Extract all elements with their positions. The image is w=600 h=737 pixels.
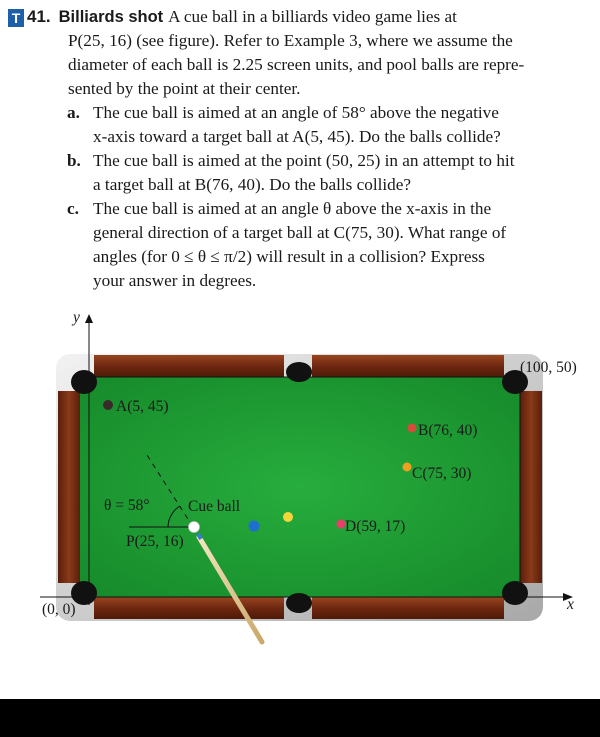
billiards-table-drawing xyxy=(0,305,600,650)
part-a-line-1: The cue ball is aimed at an angle of 58° above the negative xyxy=(93,103,499,122)
part-c-line-4: your answer in degrees. xyxy=(93,271,257,290)
x-axis-label: x xyxy=(567,596,574,613)
pocket-bottom-middle xyxy=(286,593,312,613)
y-axis-arrow xyxy=(85,314,93,323)
part-c-label: c. xyxy=(67,199,79,218)
ball-blue xyxy=(249,521,260,532)
problem-title: Billiards shot xyxy=(58,8,164,26)
technology-badge: T xyxy=(8,9,24,27)
y-axis-label: y xyxy=(73,309,80,326)
origin-label: (0, 0) xyxy=(42,601,76,618)
problem-number: 41. xyxy=(27,7,51,26)
billiards-figure xyxy=(0,305,600,650)
intro-line-3: diameter of each ball is 2.25 screen units, and pool balls are repre- xyxy=(68,55,525,74)
bottom-black-bar xyxy=(0,699,600,737)
pocket-top-middle xyxy=(286,362,312,382)
ball-c xyxy=(403,463,412,472)
intro-line-1: A cue ball in a billiards video game lies at xyxy=(168,7,457,26)
point-b-label: B(76, 40) xyxy=(418,422,478,439)
part-a xyxy=(8,101,594,149)
cue-ball xyxy=(189,522,200,533)
corner-label: (100, 50) xyxy=(520,359,577,376)
pocket-bottom-right xyxy=(502,581,528,605)
ball-a xyxy=(103,400,113,410)
cue-ball-label: Cue ball xyxy=(188,498,241,515)
part-b-line-2: a target ball at B(76, 40). Do the balls collide? xyxy=(93,175,412,194)
pocket-top-left xyxy=(71,370,97,394)
ball-b xyxy=(408,424,417,433)
part-b xyxy=(8,149,594,197)
part-c-line-3: angles (for 0 ≤ θ ≤ π/2) will result in a collision? Express xyxy=(93,247,485,266)
part-b-line-1: The cue ball is aimed at the point (50, 25) in an attempt to hit xyxy=(93,151,515,170)
intro-line-4: sented by the point at their center. xyxy=(68,79,301,98)
point-a-label: A(5, 45) xyxy=(116,398,169,415)
part-c-line-2: general direction of a target ball at C(75, 30). What range of xyxy=(93,223,507,242)
part-c xyxy=(8,197,594,293)
part-a-line-2: x-axis toward a target ball at A(5, 45). Do the balls collide? xyxy=(93,127,501,146)
problem-statement xyxy=(8,5,594,293)
part-a-label: a. xyxy=(67,103,80,122)
ball-yellow xyxy=(283,512,293,522)
intro-line-2: P(25, 16) (see figure). Refer to Example 3, where we assume the xyxy=(68,31,513,50)
problem-header-line xyxy=(8,5,594,29)
part-c-line-1: The cue ball is aimed at an angle θ above the x-axis in the xyxy=(93,199,492,218)
point-d-label: D(59, 17) xyxy=(345,518,406,535)
part-b-label: b. xyxy=(67,151,81,170)
angle-label: θ = 58° xyxy=(104,497,150,514)
point-p-label: P(25, 16) xyxy=(126,533,184,550)
point-c-label: C(75, 30) xyxy=(412,465,472,482)
